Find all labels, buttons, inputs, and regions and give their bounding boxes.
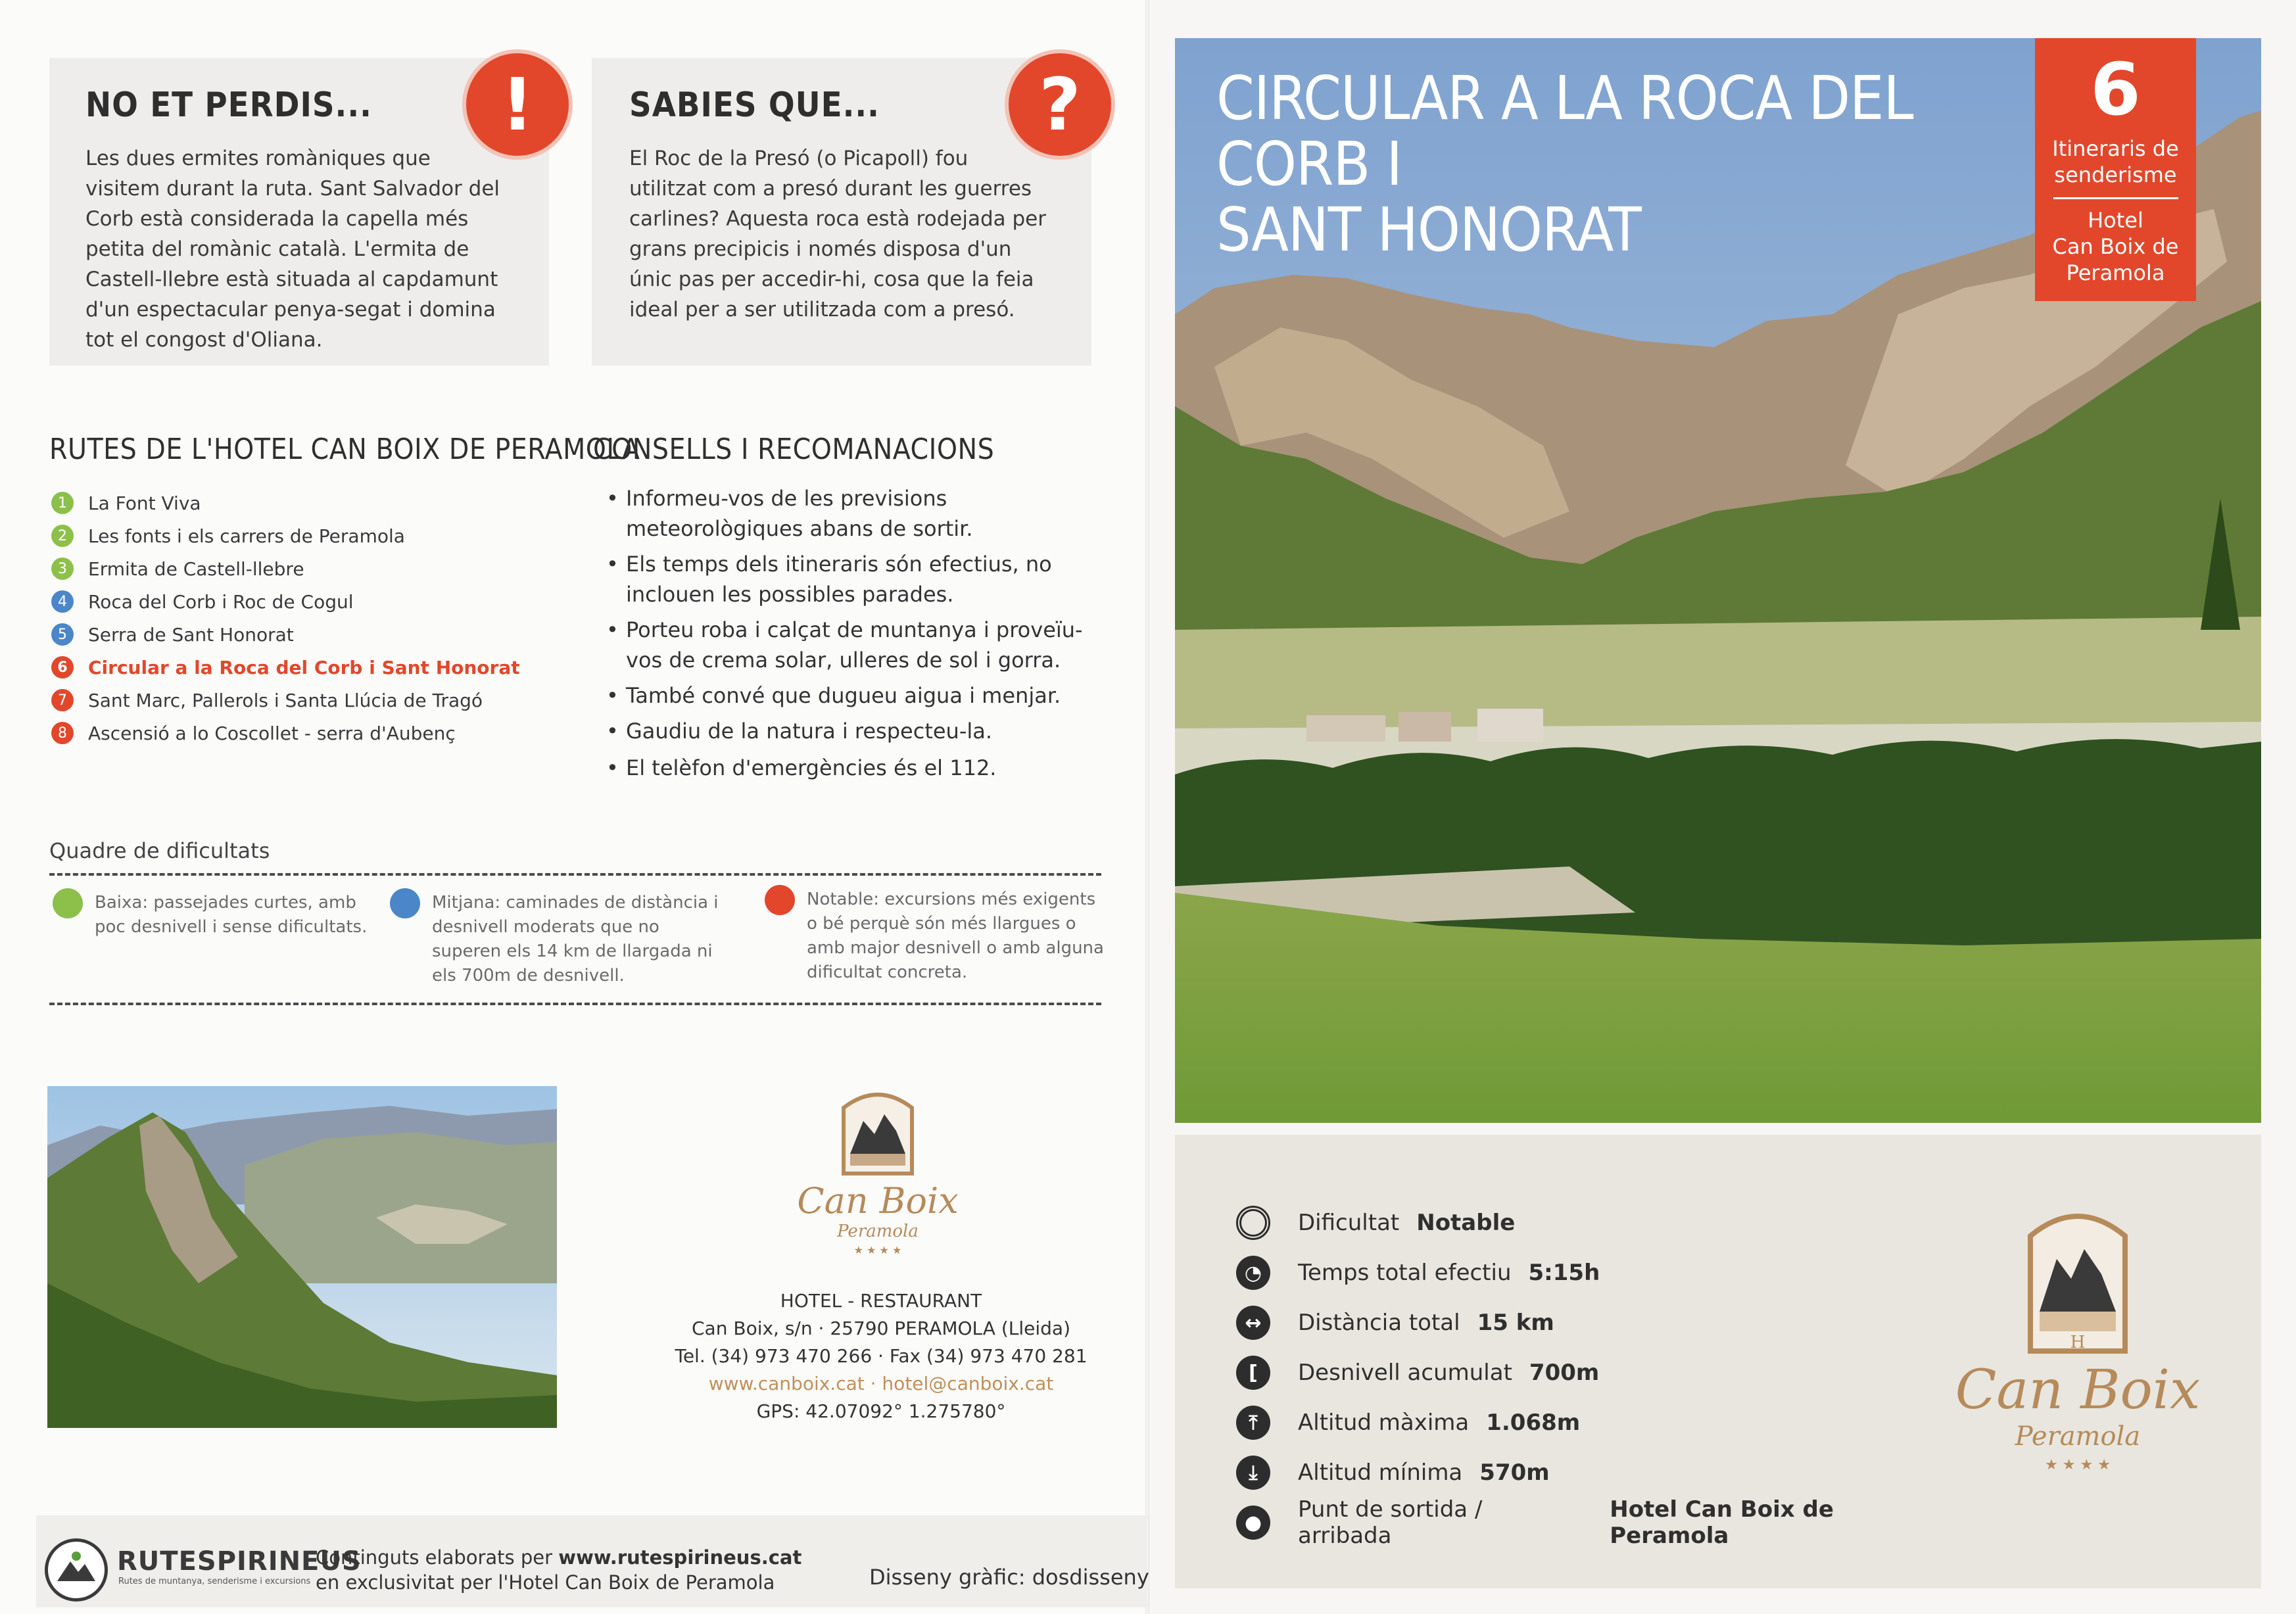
consell-item: • El telèfon d'emergències és el 112. (606, 755, 997, 780)
footer-credit: Continguts elaborats per www.rutespirineus.cat en exclusivitat per l'Hotel Can Boix de Peramola (316, 1546, 802, 1594)
sabies-que-text: El Roc de la Presó (o Picapoll) fou utilitzat com a presó durant les guerres carlines? Aquesta roca està rodejada per grans precipicis i només disposa d'un únic pas per accedir-hi, cosa que la feia ideal per a ser utilitzada com a presó. (629, 147, 1046, 321)
stat-alt-min: ⤓ Altitud mínima 570m (1236, 1448, 1959, 1498)
route-number: 8 (51, 722, 74, 744)
route-number: 6 (51, 656, 74, 678)
difficulty-medium: Mitjana: caminades de distància i desnivell moderats que no superen els 14 km de llargada ni els 700m de desnivell. (390, 891, 732, 988)
mountain-photo (47, 1086, 557, 1428)
divider-top (49, 873, 1101, 876)
stats-list (1236, 1198, 1959, 1548)
consell-item: • També convé que dugueu aigua i menjar. (606, 683, 1061, 708)
logo-stars-large: ★ ★ ★ ★ (2045, 1457, 2111, 1473)
route-item[interactable]: 3 Ermita de Castell-llebre (51, 552, 564, 585)
stat-start-point: ● Punt de sortida / arribada Hotel Can Boix de Peramola (1236, 1498, 1959, 1548)
consells-list (606, 483, 1106, 788)
logo-name-large: Can Boix (1955, 1359, 2201, 1421)
route-item[interactable]: 1 La Font Viva (51, 487, 564, 519)
stat-elevation: [ Desnivell acumulat 700m (1236, 1348, 1959, 1398)
route-number: 3 (51, 558, 74, 580)
dificultats-title: Quadre de dificultats (49, 838, 270, 863)
difficulty-icon (1236, 1206, 1270, 1240)
clock-icon: ◔ (1236, 1256, 1270, 1290)
badge-divider (2053, 197, 2178, 199)
route-item[interactable]: 7 Sant Marc, Pallerols i Santa Llúcia de Tragó (51, 684, 564, 717)
hotel-gps: GPS: 42.07092° 1.275780° (756, 1400, 1006, 1422)
routes-list (51, 487, 564, 749)
stat-alt-max: ⤒ Altitud màxima 1.068m (1236, 1398, 1959, 1448)
cover-title-line2: SANT HONORAT (1216, 195, 1641, 265)
footer-brand-sub: Rutes de muntanya, senderisme i excursions (118, 1577, 311, 1586)
footer-design: Disseny gràfic: dosdisseny (869, 1565, 1149, 1590)
stat-distance: ↔ Distància total 15 km (1236, 1298, 1959, 1348)
hotel-line1: HOTEL - RESTAURANT (780, 1290, 982, 1312)
logo-stars: ★ ★ ★ ★ (853, 1244, 902, 1256)
altitude-min-icon: ⤓ (1236, 1456, 1270, 1490)
cover-title (1216, 63, 2005, 265)
route-item[interactable]: 8 Ascensió a lo Coscollet - serra d'Aubenç (51, 717, 564, 749)
sabies-que-title: SABIES QUE... (629, 85, 880, 125)
no-et-perdis-title: NO ET PERDIS... (85, 85, 372, 125)
route-number: 1 (51, 492, 74, 514)
consell-item: • Informeu-vos de les previsions meteorològiques abans de sortir. (606, 486, 973, 541)
footer-site-link[interactable]: www.rutespirineus.cat (558, 1546, 802, 1569)
stat-time: ◔ Temps total efectiu 5:15h (1236, 1248, 1959, 1298)
consells-title: CONSELLS I RECOMANACIONS (593, 433, 995, 466)
route-badge: 6 Itineraris de senderisme Hotel Can Boix de Peramola (2035, 38, 2196, 301)
consell-item: • Els temps dels itineraris són efectius, no inclouen les possibles parades. (606, 552, 1052, 607)
hotel-contact (658, 1287, 1105, 1425)
consell-item: • Porteu roba i calçat de muntanya i proveïu-vos de crema solar, ulleres de sol i gorra. (606, 617, 1083, 673)
logo-sub-large: Peramola (2015, 1421, 2141, 1452)
question-icon: ? (1005, 49, 1115, 160)
distance-icon: ↔ (1236, 1306, 1270, 1340)
elevation-gain-icon: [ (1236, 1356, 1270, 1390)
can-boix-logo (786, 1081, 970, 1279)
divider-bottom (49, 1003, 1101, 1005)
difficulty-low: Baixa: passejades curtes, amb poc desnivell i sense dificultats. (53, 891, 368, 939)
route-number: 4 (51, 590, 74, 613)
no-et-perdis-text: Les dues ermites romàniques que visitem durant la ruta. Sant Salvador del Corb està considerada la capella més petita del romànic català. L'ermita de Castell-llebre està situada al capdamunt d'un espectacular penya-segat i domina tot el congost d'Oliana. (85, 147, 500, 352)
footer-brand: RUTESPIRINEUS (117, 1546, 362, 1577)
hotel-web[interactable]: www.canboix.cat · hotel@canboix.cat (708, 1373, 1054, 1394)
logo-name: Can Boix (797, 1180, 959, 1222)
altitude-max-icon: ⤒ (1236, 1406, 1270, 1440)
blue-dot-icon (390, 888, 420, 918)
page-fold (1145, 0, 1149, 1614)
routes-title: RUTES DE L'HOTEL CAN BOIX DE PERAMOLA (49, 433, 640, 466)
difficulty-notable: Notable: excursions més exigents o bé perquè són més llargues o amb major desnivell o amb alguna dificultat concreta. (765, 888, 1107, 985)
cover-title-line1: CIRCULAR A LA ROCA DEL CORB I (1216, 63, 1913, 199)
route-number: 5 (51, 623, 74, 646)
exclamation-icon: ! (462, 49, 573, 160)
can-boix-logo-large (1940, 1197, 2216, 1506)
rutespirineus-logo-icon (45, 1538, 108, 1602)
hotel-address: Can Boix, s/n · 25790 PERAMOLA (Lleida) (692, 1317, 1070, 1339)
route-number: 2 (51, 525, 74, 547)
svg-text:H: H (2070, 1333, 2086, 1352)
route-badge-number: 6 (2090, 47, 2141, 131)
green-dot-icon (53, 888, 83, 918)
hotel-phone: Tel. (34) 973 470 266 · Fax (34) 973 470 281 (675, 1345, 1088, 1367)
consell-item: • Gaudiu de la natura i respecteu-la. (606, 719, 993, 744)
route-item[interactable]: 2 Les fonts i els carrers de Peramola (51, 519, 564, 552)
route-number: 7 (51, 689, 74, 711)
route-item[interactable]: 4 Roca del Corb i Roc de Cogul (51, 585, 564, 618)
red-dot-icon (765, 885, 795, 915)
route-item[interactable]: 5 Serra de Sant Honorat (51, 618, 564, 651)
location-pin-icon: ● (1236, 1506, 1270, 1540)
logo-sub: Peramola (837, 1222, 919, 1241)
route-item-active[interactable]: 6 Circular a la Roca del Corb i Sant Honorat (51, 651, 564, 684)
stat-difficulty: Dificultat Notable (1236, 1198, 1959, 1248)
